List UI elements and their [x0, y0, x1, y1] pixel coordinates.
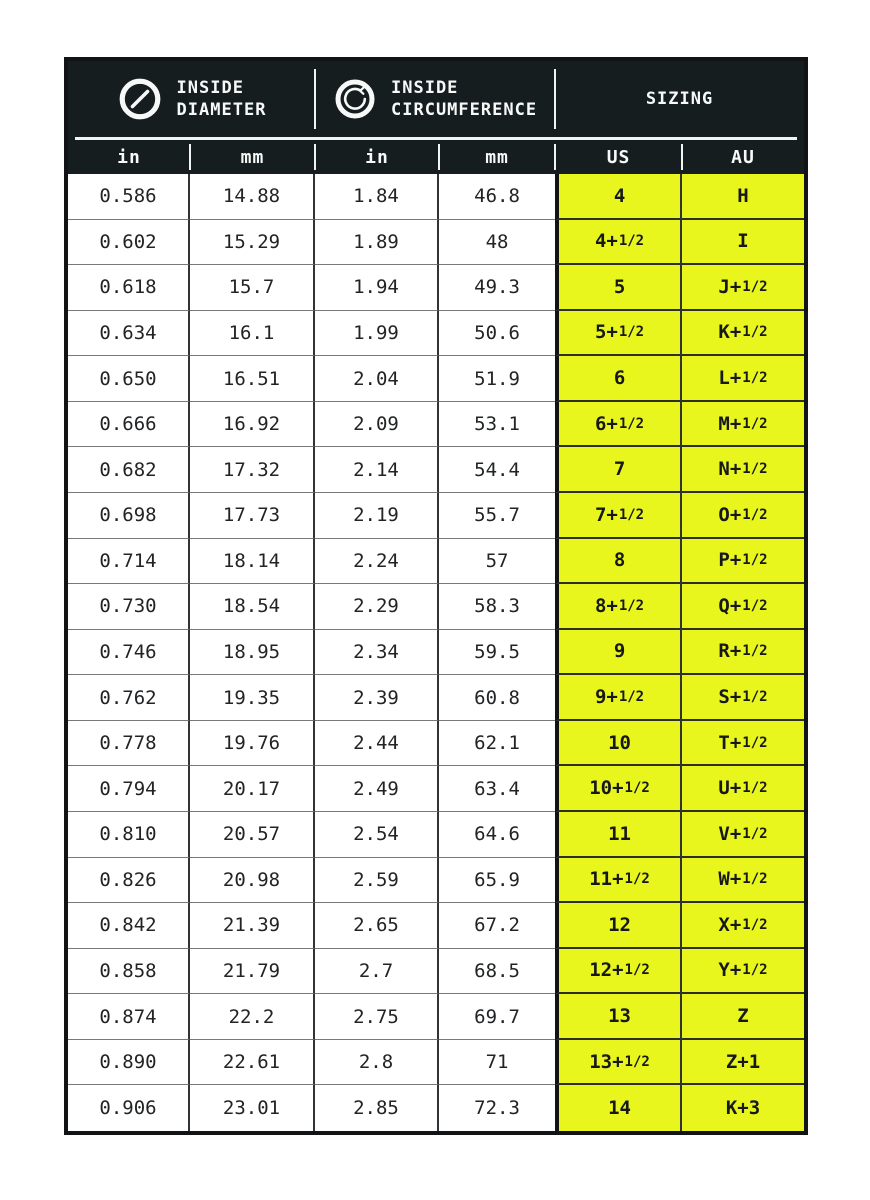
- cell-circumference-mm-row18: 69.7: [439, 994, 555, 1040]
- cell-size-au-row11: S+ 1/2: [682, 675, 804, 721]
- circumference-icon: [333, 77, 377, 121]
- cell-diameter-mm-row3: 16.1: [190, 311, 315, 357]
- cell-diameter-mm-row9: 18.54: [190, 584, 315, 630]
- cell-size-au-row2: J+ 1/2: [682, 265, 804, 311]
- unit-divider: [189, 144, 191, 170]
- cell-circumference-in-row17: 2.7: [315, 949, 439, 995]
- cell-circumference-mm-row4: 51.9: [439, 356, 555, 402]
- cell-diameter-in-row14: 0.810: [68, 812, 190, 858]
- cell-circumference-in-row2: 1.94: [315, 265, 439, 311]
- cell-circumference-in-row19: 2.8: [315, 1040, 439, 1086]
- half-fraction: 1/2: [618, 415, 645, 432]
- half-fraction: 1/2: [618, 689, 645, 706]
- cell-diameter-in-row9: 0.730: [68, 584, 190, 630]
- cell-diameter-in-row15: 0.826: [68, 858, 190, 904]
- header-label-line2: DIAMETER: [176, 100, 267, 120]
- cell-diameter-mm-row4: 16.51: [190, 356, 315, 402]
- cell-circumference-in-row10: 2.34: [315, 630, 439, 676]
- cell-diameter-in-row10: 0.746: [68, 630, 190, 676]
- cell-size-au-row10: R+ 1/2: [682, 630, 804, 676]
- cell-diameter-in-row17: 0.858: [68, 949, 190, 995]
- header-group-inside-diameter: [68, 61, 315, 137]
- half-fraction: 1/2: [624, 962, 650, 979]
- header-label-line2: CIRCUMFERENCE: [391, 100, 538, 120]
- cell-size-us-row11: 9+ 1/2: [555, 675, 682, 721]
- unit-header-us-4: US: [555, 140, 682, 174]
- cell-diameter-mm-row6: 17.32: [190, 447, 315, 493]
- cell-circumference-mm-row8: 57: [439, 539, 555, 585]
- unit-divider: [438, 144, 440, 170]
- cell-diameter-mm-row14: 20.57: [190, 812, 315, 858]
- cell-circumference-in-row6: 2.14: [315, 447, 439, 493]
- cell-diameter-in-row0: 0.586: [68, 174, 190, 220]
- diameter-icon: [117, 76, 163, 122]
- unit-divider: [681, 144, 683, 170]
- cell-size-us-row10: 9: [555, 630, 682, 676]
- cell-size-au-row0: H: [682, 174, 804, 220]
- cell-size-us-row16: 12: [555, 903, 682, 949]
- unit-divider: [554, 144, 556, 170]
- cell-size-au-row18: Z: [682, 994, 804, 1040]
- header-group-sizing: [555, 61, 804, 137]
- half-fraction: 1/2: [742, 597, 768, 614]
- cell-circumference-in-row14: 2.54: [315, 812, 439, 858]
- cell-size-us-row13: 10+ 1/2: [555, 766, 682, 812]
- cell-size-us-row5: 6+ 1/2: [555, 402, 682, 448]
- cell-circumference-in-row8: 2.24: [315, 539, 439, 585]
- header-label-inside-circumference: [391, 77, 537, 121]
- unit-header-mm-1: mm: [190, 140, 315, 174]
- cell-circumference-mm-row6: 54.4: [439, 447, 555, 493]
- cell-size-us-row15: 11+ 1/2: [555, 858, 682, 904]
- half-fraction: 1/2: [742, 780, 768, 797]
- cell-circumference-in-row1: 1.89: [315, 220, 439, 266]
- cell-diameter-in-row16: 0.842: [68, 903, 190, 949]
- cell-size-au-row15: W+ 1/2: [682, 858, 804, 904]
- cell-circumference-in-row12: 2.44: [315, 721, 439, 767]
- cell-diameter-mm-row16: 21.39: [190, 903, 315, 949]
- cell-diameter-mm-row11: 19.35: [190, 675, 315, 721]
- unit-header-in-2: in: [315, 140, 439, 174]
- cell-diameter-in-row4: 0.650: [68, 356, 190, 402]
- cell-size-us-row3: 5+ 1/2: [555, 311, 682, 357]
- cell-diameter-in-row3: 0.634: [68, 311, 190, 357]
- cell-size-us-row7: 7+ 1/2: [555, 493, 682, 539]
- cell-diameter-in-row19: 0.890: [68, 1040, 190, 1086]
- cell-diameter-in-row5: 0.666: [68, 402, 190, 448]
- ring-size-table: [64, 57, 808, 1135]
- cell-diameter-mm-row19: 22.61: [190, 1040, 315, 1086]
- half-fraction: 1/2: [742, 415, 768, 432]
- cell-diameter-in-row2: 0.618: [68, 265, 190, 311]
- cell-diameter-mm-row17: 21.79: [190, 949, 315, 995]
- cell-diameter-in-row8: 0.714: [68, 539, 190, 585]
- cell-circumference-mm-row2: 49.3: [439, 265, 555, 311]
- header-title-row: [68, 61, 804, 137]
- cell-size-au-row16: X+ 1/2: [682, 903, 804, 949]
- cell-diameter-in-row20: 0.906: [68, 1085, 190, 1131]
- cell-circumference-in-row4: 2.04: [315, 356, 439, 402]
- cell-diameter-mm-row10: 18.95: [190, 630, 315, 676]
- cell-circumference-mm-row12: 62.1: [439, 721, 555, 767]
- cell-size-us-row18: 13: [555, 994, 682, 1040]
- half-fraction: 1/2: [618, 597, 645, 614]
- cell-circumference-mm-row9: 58.3: [439, 584, 555, 630]
- cell-diameter-mm-row12: 19.76: [190, 721, 315, 767]
- table-header: [68, 61, 804, 174]
- cell-size-au-row8: P+ 1/2: [682, 539, 804, 585]
- half-fraction: 1/2: [742, 643, 768, 660]
- cell-diameter-in-row6: 0.682: [68, 447, 190, 493]
- cell-diameter-mm-row15: 20.98: [190, 858, 315, 904]
- cell-diameter-mm-row5: 16.92: [190, 402, 315, 448]
- header-group-inside-circumference: [315, 61, 555, 137]
- unit-header-au-5: AU: [682, 140, 804, 174]
- half-fraction: 1/2: [618, 506, 645, 523]
- cell-diameter-in-row12: 0.778: [68, 721, 190, 767]
- cell-size-us-row17: 12+ 1/2: [555, 949, 682, 995]
- cell-size-au-row7: O+ 1/2: [682, 493, 804, 539]
- half-fraction: 1/2: [624, 871, 650, 888]
- unit-divider: [314, 144, 316, 170]
- header-label-line1: INSIDE: [176, 77, 244, 98]
- cell-circumference-mm-row11: 60.8: [439, 675, 555, 721]
- cell-circumference-mm-row15: 65.9: [439, 858, 555, 904]
- cell-diameter-in-row13: 0.794: [68, 766, 190, 812]
- cell-circumference-mm-row16: 67.2: [439, 903, 555, 949]
- cell-diameter-mm-row0: 14.88: [190, 174, 315, 220]
- cell-circumference-in-row18: 2.75: [315, 994, 439, 1040]
- half-fraction: 1/2: [742, 506, 768, 523]
- cell-circumference-in-row11: 2.39: [315, 675, 439, 721]
- cell-circumference-in-row7: 2.19: [315, 493, 439, 539]
- unit-header-mm-3: mm: [439, 140, 555, 174]
- cell-circumference-mm-row17: 68.5: [439, 949, 555, 995]
- header-label-line1: INSIDE: [391, 77, 459, 98]
- cell-size-us-row12: 10: [555, 721, 682, 767]
- header-label-inside-diameter: [177, 77, 267, 121]
- cell-circumference-in-row3: 1.99: [315, 311, 439, 357]
- cell-size-au-row13: U+ 1/2: [682, 766, 804, 812]
- cell-size-au-row1: I: [682, 220, 804, 266]
- cell-size-us-row19: 13+ 1/2: [555, 1040, 682, 1086]
- cell-circumference-mm-row5: 53.1: [439, 402, 555, 448]
- cell-diameter-in-row1: 0.602: [68, 220, 190, 266]
- cell-size-us-row14: 11: [555, 812, 682, 858]
- half-fraction: 1/2: [624, 780, 650, 797]
- cell-size-au-row5: M+ 1/2: [682, 402, 804, 448]
- half-fraction: 1/2: [742, 370, 768, 387]
- cell-diameter-in-row18: 0.874: [68, 994, 190, 1040]
- half-fraction: 1/2: [742, 825, 768, 842]
- half-fraction: 1/2: [742, 962, 768, 979]
- unit-header-in-0: in: [117, 146, 141, 168]
- half-fraction: 1/2: [742, 734, 768, 751]
- cell-size-us-row20: 14: [555, 1085, 682, 1131]
- cell-circumference-mm-row13: 63.4: [439, 766, 555, 812]
- cell-circumference-in-row16: 2.65: [315, 903, 439, 949]
- cell-size-us-row4: 6: [555, 356, 682, 402]
- table-body: [68, 174, 804, 1131]
- cell-diameter-mm-row1: 15.29: [190, 220, 315, 266]
- cell-size-us-row8: 8: [555, 539, 682, 585]
- cell-circumference-in-row13: 2.49: [315, 766, 439, 812]
- cell-diameter-in-row7: 0.698: [68, 493, 190, 539]
- half-fraction: 1/2: [618, 324, 645, 341]
- cell-size-au-row19: Z+1: [682, 1040, 804, 1086]
- units-row: [68, 140, 804, 174]
- cell-size-us-row6: 7: [555, 447, 682, 493]
- cell-size-au-row6: N+ 1/2: [682, 447, 804, 493]
- cell-circumference-in-row0: 1.84: [315, 174, 439, 220]
- cell-circumference-mm-row7: 55.7: [439, 493, 555, 539]
- cell-diameter-mm-row8: 18.14: [190, 539, 315, 585]
- half-fraction: 1/2: [742, 278, 768, 295]
- cell-size-au-row4: L+ 1/2: [682, 356, 804, 402]
- cell-diameter-mm-row18: 22.2: [190, 994, 315, 1040]
- cell-circumference-in-row20: 2.85: [315, 1085, 439, 1131]
- cell-size-us-row2: 5: [555, 265, 682, 311]
- cell-circumference-mm-row1: 48: [439, 220, 555, 266]
- cell-diameter-mm-row2: 15.7: [190, 265, 315, 311]
- cell-size-au-row3: K+ 1/2: [682, 311, 804, 357]
- cell-circumference-in-row9: 2.29: [315, 584, 439, 630]
- half-fraction: 1/2: [742, 689, 768, 706]
- half-fraction: 1/2: [618, 233, 645, 250]
- cell-circumference-in-row15: 2.59: [315, 858, 439, 904]
- half-fraction: 1/2: [742, 552, 768, 569]
- cell-size-au-row17: Y+ 1/2: [682, 949, 804, 995]
- half-fraction: 1/2: [742, 461, 768, 478]
- cell-circumference-mm-row0: 46.8: [439, 174, 555, 220]
- cell-size-us-row1: 4+ 1/2: [555, 220, 682, 266]
- cell-size-au-row20: K+3: [682, 1085, 804, 1131]
- cell-diameter-in-row11: 0.762: [68, 675, 190, 721]
- cell-circumference-mm-row14: 64.6: [439, 812, 555, 858]
- cell-size-us-row9: 8+ 1/2: [555, 584, 682, 630]
- half-fraction: 1/2: [742, 324, 768, 341]
- cell-size-au-row14: V+ 1/2: [682, 812, 804, 858]
- half-fraction: 1/2: [624, 1053, 650, 1070]
- cell-circumference-in-row5: 2.09: [315, 402, 439, 448]
- cell-circumference-mm-row3: 50.6: [439, 311, 555, 357]
- cell-circumference-mm-row10: 59.5: [439, 630, 555, 676]
- half-fraction: 1/2: [742, 871, 768, 888]
- cell-size-au-row12: T+ 1/2: [682, 721, 804, 767]
- cell-circumference-mm-row19: 71: [439, 1040, 555, 1086]
- cell-diameter-mm-row13: 20.17: [190, 766, 315, 812]
- header-label-sizing: SIZING: [645, 88, 714, 109]
- cell-diameter-mm-row20: 23.01: [190, 1085, 315, 1131]
- cell-size-us-row0: 4: [555, 174, 682, 220]
- cell-size-au-row9: Q+ 1/2: [682, 584, 804, 630]
- cell-diameter-mm-row7: 17.73: [190, 493, 315, 539]
- cell-circumference-mm-row20: 72.3: [439, 1085, 555, 1131]
- half-fraction: 1/2: [742, 916, 768, 933]
